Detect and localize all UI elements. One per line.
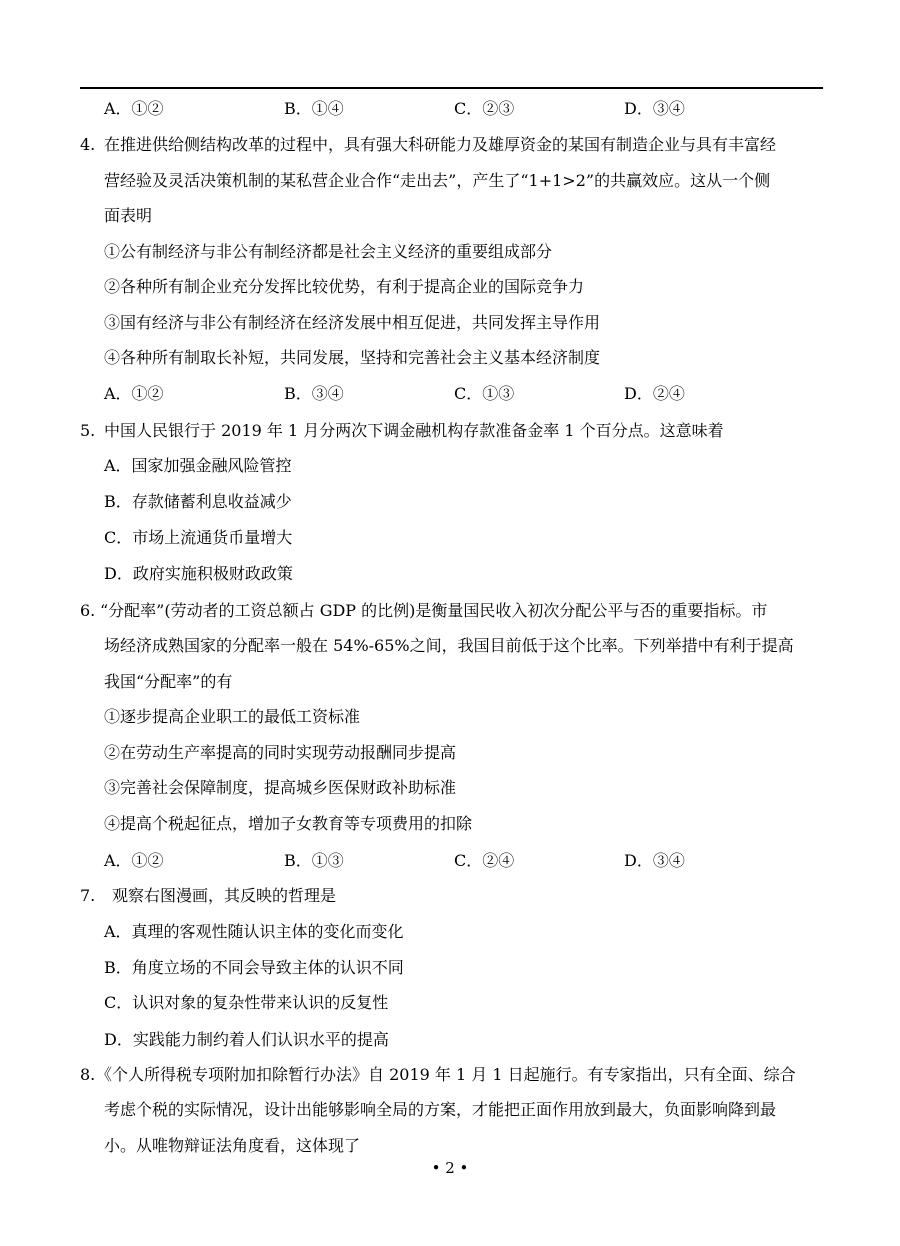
q4-statement-3: ③国有经济与非公有制经济在经济发展中相互促进，共同发挥主导作用 (104, 313, 601, 332)
q4-option-c[interactable]: C．①③ (454, 384, 515, 403)
q6-stem-line-3: 我国“分配率”的有 (104, 672, 233, 691)
q4-stem-line-3: 面表明 (104, 206, 153, 225)
page-number: • 2 • (431, 1159, 469, 1177)
q6-number: 6. (80, 601, 96, 620)
q4-statement-4: ④各种所有制取长补短，共同发展，坚持和完善社会主义基本经济制度 (104, 348, 601, 367)
q5-number: 5. (80, 421, 96, 440)
q6-statement-2: ②在劳动生产率提高的同时实现劳动报酬同步提高 (104, 743, 457, 762)
q5-option-d[interactable]: D．政府实施积极财政政策 (104, 564, 293, 583)
q4-statement-2: ②各种所有制企业充分发挥比较优势，有利于提高企业的国际竞争力 (104, 277, 585, 296)
q4-number: 4. (80, 135, 96, 154)
header-rule (80, 87, 823, 89)
q6-option-c[interactable]: C．②④ (454, 851, 515, 870)
q3-option-d[interactable]: D．③④ (624, 99, 685, 118)
q7-option-c[interactable]: C．认识对象的复杂性带来认识的反复性 (104, 993, 389, 1012)
q6-options (104, 851, 704, 871)
q5-option-b[interactable]: B．存款储蓄利息收益减少 (104, 492, 292, 511)
q6-option-a[interactable]: A．①② (104, 851, 164, 870)
q4-option-b[interactable]: B．③④ (284, 384, 344, 403)
q5-option-c[interactable]: C．市场上流通货币量增大 (104, 528, 293, 547)
q4-option-d[interactable]: D．②④ (624, 384, 685, 403)
q7-stem: 观察右图漫画，其反映的哲理是 (112, 886, 337, 905)
q3-option-b[interactable]: B．①④ (284, 99, 344, 118)
q6-option-b[interactable]: B．①③ (284, 851, 344, 870)
q4-options (104, 384, 704, 404)
q8-stem-line-2: 考虑个税的实际情况，设计出能够影响全局的方案，才能把正面作用放到最大，负面影响降到最 (104, 1100, 777, 1119)
q4-statement-1: ①公有制经济与非公有制经济都是社会主义经济的重要组成部分 (104, 242, 553, 261)
q6-stem-line-2: 场经济成熟国家的分配率一般在 54%-65%之间，我国目前低于这个比率。下列举措中有利于提高 (104, 636, 794, 655)
q7-number: 7. (80, 886, 96, 905)
q6-statement-1: ①逐步提高企业职工的最低工资标准 (104, 707, 361, 726)
q8-stem-line-1: 《个人所得税专项附加扣除暂行办法》自 2019 年 1 月 1 日起施行。有专家指出，只有全面、综合 (96, 1065, 796, 1084)
q6-option-d[interactable]: D．③④ (624, 851, 685, 870)
q8-stem-line-3: 小。从唯物辩证法角度看，这体现了 (104, 1136, 361, 1155)
q4-stem-line-2: 营经验及灵活决策机制的某私营企业合作“走出去”，产生了“1+1>2”的共赢效应。这从一个侧 (104, 171, 771, 190)
q6-statement-3: ③完善社会保障制度，提高城乡医保财政补助标准 (104, 778, 457, 797)
q7-option-d[interactable]: D．实践能力制约着人们认识水平的提高 (104, 1030, 389, 1049)
q8-number: 8. (80, 1065, 96, 1084)
q4-stem-line-1: 在推进供给侧结构改革的过程中，具有强大科研能力及雄厚资金的某国有制造企业与具有丰富经 (104, 135, 777, 154)
q7-option-b[interactable]: B．角度立场的不同会导致主体的认识不同 (104, 958, 404, 977)
q5-stem: 中国人民银行于 2019 年 1 月分两次下调金融机构存款准备金率 1 个百分点。这意味着 (104, 421, 724, 440)
q3-option-a[interactable]: A．①② (104, 99, 164, 118)
q3-option-c[interactable]: C．②③ (454, 99, 515, 118)
q4-option-a[interactable]: A．①② (104, 384, 164, 403)
q5-option-a[interactable]: A．国家加强金融风险管控 (104, 456, 292, 475)
q6-stem-line-1: “分配率”(劳动者的工资总额占 GDP 的比例)是衡量国民收入初次分配公平与否的重要指标。市 (100, 601, 768, 620)
q6-statement-4: ④提高个税起征点，增加子女教育等专项费用的扣除 (104, 814, 473, 833)
q3-options (104, 99, 704, 119)
q7-option-a[interactable]: A．真理的客观性随认识主体的变化而变化 (104, 922, 404, 941)
